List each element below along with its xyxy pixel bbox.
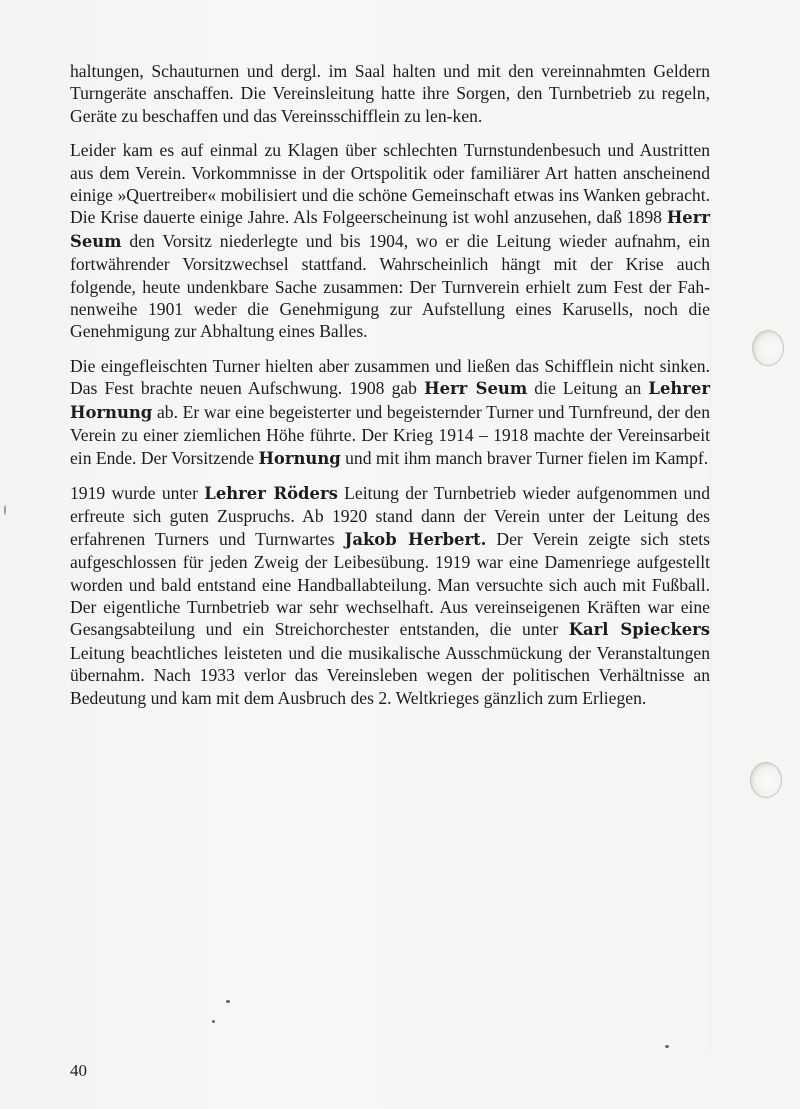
dust-speck	[4, 505, 6, 515]
text-run: 1919 wurde unter	[70, 482, 205, 503]
paragraph-4	[70, 482, 710, 709]
bold-name: Jakob Herbert.	[344, 529, 487, 549]
body-text	[70, 60, 710, 721]
bold-name: Herr Seum	[424, 379, 528, 399]
dust-speck	[212, 1020, 215, 1023]
dust-speck	[226, 1000, 230, 1003]
text-run: Die eingefleischten Turner hielten aber zusammen und ließen das Schifflein nicht sinken. Das Fest brachte neuen Aufschwung. 1908 gab	[70, 355, 710, 399]
bold-name: Lehrer Röders	[204, 483, 338, 503]
text-run: die Leitung an	[527, 378, 649, 399]
bold-name: Herr Seum	[70, 208, 710, 251]
text-run: Leider kam es auf einmal zu Klagen über schlechten Turnstundenbesuch und Austritten aus dem Verein. Vorkommnisse in der Ortspolitik oder familiärer Art hatten anscheinend einige »Quertreiber« mobilisiert und die schöne Gemeinschaft etwas ins Wanken gebracht. Die Krise dauerte einige Jahre. Als Folgeerscheinung ist wohl anzusehen, daß 1898	[70, 140, 710, 228]
text-run: und mit ihm manch braver Turner fielen im Kampf.	[340, 447, 709, 468]
paragraph-1	[70, 60, 710, 127]
punch-hole-upper	[752, 330, 784, 366]
bold-name: Lehrer Hornung	[70, 379, 710, 422]
page-number: 40	[70, 1061, 87, 1080]
text-run: Der Verein zeigte sich stets aufgeschlossen für jeden Zweig der Leibesübung. 1919 war eine Damenriege aufgestellt worden und bald entstand eine Handballabteilung. Man versuchte sich auch mit Fußball. Der eigentliche Turnbetrieb war sehr wechselhaft. Aus vereinseigenen Kräften war eine Gesangsabteilung und ein Streichorchester entstanden, die unter	[70, 528, 710, 640]
text-run: ab. Er war eine begeisterter und begeisternder Turner und Turnfreund, der den Verein zu einer ziemlichen Höhe führte. Der Krieg 1914 – 1918 machte der Vereinsarbeit ein Ende. Der Vorsitzende	[70, 401, 710, 468]
paragraph-3	[70, 355, 710, 470]
punch-hole-lower	[750, 762, 782, 798]
text-run: den Vorsitz niederlegte und bis 1904, wo er die Leitung wieder aufnahm, ein fortwährender Vorsitzwechsel stattfand. Wahrscheinlich hängt mit der Krise auch folgende, heute undenkbare Sache zusammen: Der Turnverein erhielt zum Fest der Fahnenweihe 1901 weder die Genehmigung zur Aufstellung eines Karusells, noch die Genehmigung zur Abhaltung eines Balles.	[70, 230, 710, 342]
paragraph-2	[70, 139, 710, 343]
bold-name: Karl Spieckers	[568, 620, 711, 640]
text-run: Leitung der Turnbetrieb wieder aufgenommen und erfreute sich guten Zuspruchs. Ab 1920 stand dann der Verein unter der Leitung des erfahrenen Turners und Turnwartes	[70, 482, 710, 549]
dust-speck	[665, 1045, 669, 1048]
text-run: Leitung beachtliches leisteten und die musikalische Ausschmückung der Veranstaltungen übernahm. Nach 1933 verlor das Vereinsleben wegen der politischen Verhältnisse an Bedeutung und kam mit dem Ausbruch des 2. Weltkrieges gänzlich zum Erliegen.	[70, 642, 710, 708]
bold-name: Hornung	[258, 448, 341, 468]
text-run: haltungen, Schauturnen und dergl. im Saal halten und mit den vereinnahmten Geldern Turngeräte anschaffen. Die Vereinsleitung hatte ihre Sorgen, den Turnbetrieb zu regeln, Geräte zu beschaffen und das Vereinsschifflein zu len-ken.	[70, 61, 710, 126]
